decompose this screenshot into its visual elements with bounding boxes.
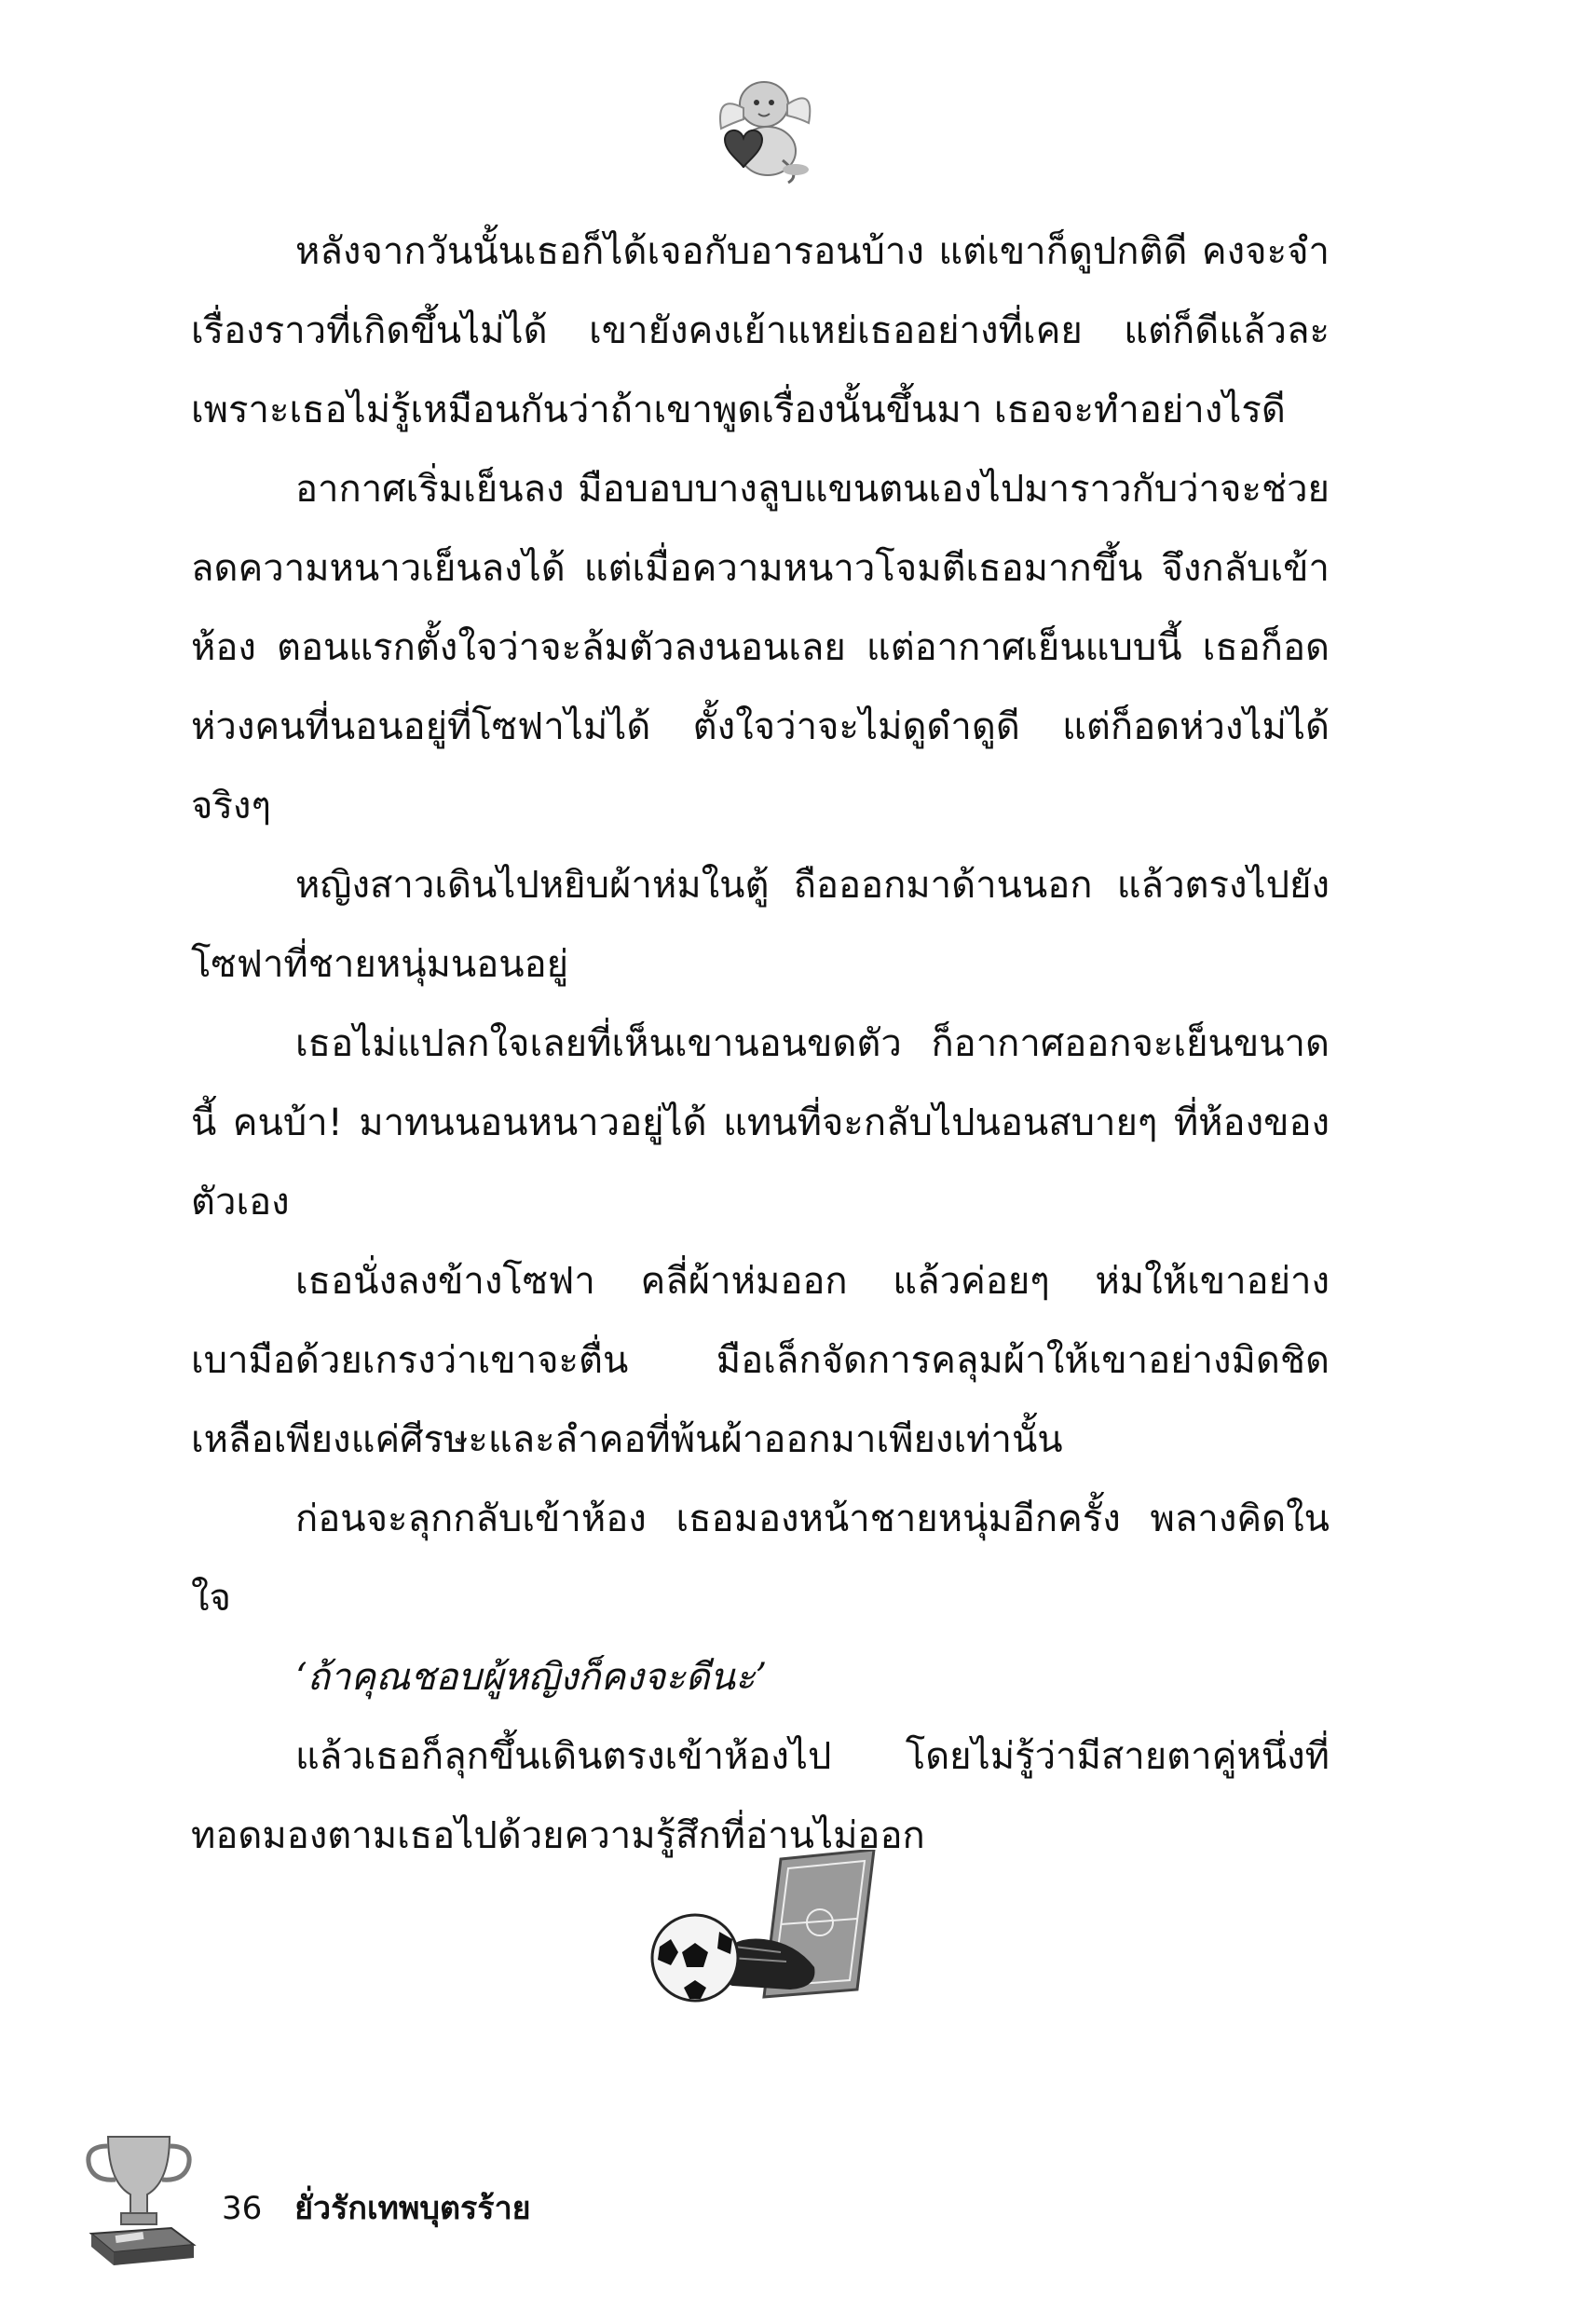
paragraph: ก่อนจะลุกกลับเข้าห้อง เธอมองหน้าชายหนุ่มอีกครั้ง พลางคิดในใจ xyxy=(191,1497,1330,1620)
paragraph: เธอไม่แปลกใจเลยที่เห็นเขานอนขดตัว ก็อากาศออกจะเย็นขนาดนี้ คนบ้า! มาทนนอนหนาวอยู่ได้ แทนที่จะกลับไปนอนสบายๆ ที่ห้องของตัวเอง xyxy=(191,1022,1330,1224)
paragraph: แล้วเธอก็ลุกขึ้นเดินตรงเข้าห้องไป โดยไม่รู้ว่ามีสายตาคู่หนึ่งที่ทอดมองตามเธอไปด้วยความรู้สึกที่อ่านไม่ออก xyxy=(191,1735,1330,1857)
page-number: 36 xyxy=(222,2190,263,2227)
paragraph: เธอนั่งลงข้างโซฟา คลี่ผ้าห่มออก แล้วค่อยๆ ห่มให้เขาอย่างเบามือด้วยเกรงว่าเขาจะตื่น มือเล็กจัดการคลุมผ้าให้เขาอย่างมิดชิด เหลือเพียงแค่ศีรษะและลำคอที่พ้นผ้าออกมาเพียงเท่านั้น xyxy=(191,1260,1330,1461)
inner-thought: ‘ถ้าคุณชอบผู้หญิงก็คงจะดีนะ’ xyxy=(295,1656,768,1699)
soccer-ball-boots-field-icon xyxy=(641,1850,883,2008)
trophy-icon xyxy=(78,2129,199,2269)
book-title: ยั่วรักเทพบุตรร้าย xyxy=(294,2190,531,2227)
paragraph: หญิงสาวเดินไปหยิบผ้าห่มในตู้ ถือออกมาด้านนอก แล้วตรงไปยังโซฟาที่ชายหนุ่มนอนอยู่ xyxy=(191,864,1330,986)
story-text xyxy=(191,212,1330,1876)
paragraph: หลังจากวันนั้นเธอก็ได้เจอกับอารอนบ้าง แต่เขาก็ดูปกติดี คงจะจำเรื่องราวที่เกิดขึ้นไม่ได้ เขายังคงเย้าแหย่เธออย่างที่เคย แต่ก็ดีแล้วละเพราะเธอไม่รู้เหมือนกันว่าถ้าเขาพูดเรื่องนั้นขึ้นมา เธอจะทำอย่างไรดี xyxy=(191,230,1330,431)
cupid-with-heart-icon xyxy=(699,67,820,188)
paragraph: อากาศเริ่มเย็นลง มือบอบบางลูบแขนตนเองไปมาราวกับว่าจะช่วยลดความหนาวเย็นลงได้ แต่เมื่อความหนาวโจมตีเธอมากขึ้น จึงกลับเข้าห้อง ตอนแรกตั้งใจว่าจะล้มตัวลงนอนเลย แต่อากาศเย็นแบบนี้ เธอก็อดห่วงคนที่นอนอยู่ที่โซฟาไม่ได้ ตั้งใจว่าจะไม่ดูดำดูดี แต่ก็อดห่วงไม่ได้จริงๆ xyxy=(191,468,1330,827)
page-footer xyxy=(222,2190,531,2227)
